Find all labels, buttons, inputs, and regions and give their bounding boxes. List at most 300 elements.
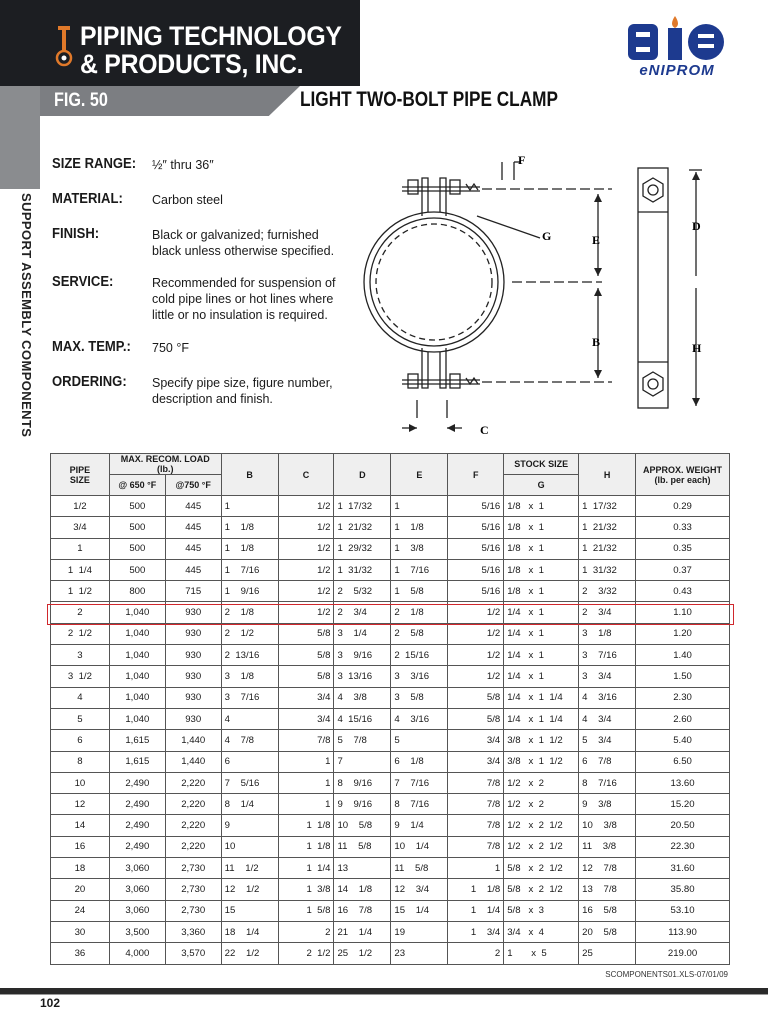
- table-row: [51, 794, 730, 815]
- spec-value: Recommended for suspension of cold pipe lines or hot lines where little or no insulation is required.: [152, 276, 336, 322]
- table-cell: 3,060: [109, 900, 165, 921]
- table-cell: 22.30: [636, 836, 730, 857]
- table-row: [51, 730, 730, 751]
- table-cell: 5 7/8: [334, 730, 391, 751]
- table-cell: 1 1/4: [448, 900, 504, 921]
- table-row: [51, 943, 730, 964]
- table-cell: 16: [51, 836, 110, 857]
- header-g: G: [504, 475, 579, 496]
- table-cell: 1 x 5: [504, 943, 579, 964]
- table-cell: 21 1/4: [334, 921, 391, 942]
- table-row: [51, 623, 730, 644]
- table-cell: 24: [51, 900, 110, 921]
- table-cell: 1/8 x 1: [504, 559, 579, 580]
- table-cell: 30: [51, 921, 110, 942]
- table-cell: 13: [334, 858, 391, 879]
- table-cell: 1: [448, 858, 504, 879]
- table-cell: 1: [51, 538, 110, 559]
- table-cell: 14 1/8: [334, 879, 391, 900]
- table-cell: 1 31/32: [334, 559, 391, 580]
- table-cell: 0.33: [636, 517, 730, 538]
- table-cell: 1/4 x 1 1/4: [504, 708, 579, 729]
- table-cell: 53.10: [636, 900, 730, 921]
- table-cell: 930: [165, 708, 221, 729]
- table-cell: 7/8: [448, 815, 504, 836]
- table-cell: 3 1/4: [334, 623, 391, 644]
- table-cell: 10: [221, 836, 278, 857]
- table-cell: 9 1/4: [391, 815, 448, 836]
- table-row: [51, 538, 730, 559]
- table-cell: 3/4: [278, 708, 334, 729]
- table-cell: 4 7/8: [221, 730, 278, 751]
- table-cell: 25 1/2: [334, 943, 391, 964]
- enipromlogo-text: eNIPROM: [639, 62, 715, 79]
- table-cell: 5: [51, 708, 110, 729]
- table-cell: 0.29: [636, 496, 730, 517]
- table-cell: 1/2: [448, 645, 504, 666]
- spec-value: Black or galvanized; furnished black unless otherwise specified.: [152, 228, 335, 258]
- table-row: [51, 559, 730, 580]
- table-cell: 1/4 x 1: [504, 645, 579, 666]
- table-cell: 1: [278, 772, 334, 793]
- page-number: 102: [40, 996, 61, 1010]
- table-cell: 1/4 x 1: [504, 602, 579, 623]
- spec-label: FINISH:: [52, 226, 100, 242]
- table-cell: 4: [51, 687, 110, 708]
- table-cell: 1/2: [278, 538, 334, 559]
- table-cell: 1.10: [636, 602, 730, 623]
- table-cell: 12 1/2: [221, 879, 278, 900]
- table-cell: 8 9/16: [334, 772, 391, 793]
- table-cell: 5/8 x 2 1/2: [504, 879, 579, 900]
- spec-label: MATERIAL:: [52, 191, 123, 207]
- table-cell: 4: [221, 708, 278, 729]
- table-cell: 1/2 x 2 1/2: [504, 815, 579, 836]
- table-cell: 15: [221, 900, 278, 921]
- table-cell: 1 31/32: [579, 559, 636, 580]
- table-cell: 6 1/8: [391, 751, 448, 772]
- table-cell: 25: [579, 943, 636, 964]
- spec-value: 750 °F: [152, 341, 189, 355]
- table-cell: 445: [165, 517, 221, 538]
- table-cell: 1,615: [109, 751, 165, 772]
- table-cell: 6: [51, 730, 110, 751]
- table-cell: 9 3/8: [579, 794, 636, 815]
- table-cell: 1/2: [448, 666, 504, 687]
- table-row: [51, 645, 730, 666]
- table-cell: 2: [278, 921, 334, 942]
- header-weight-line1: APPROX. WEIGHT: [643, 464, 723, 475]
- table-cell: 18 1/4: [221, 921, 278, 942]
- table-row: [51, 496, 730, 517]
- table-cell: 500: [109, 496, 165, 517]
- table-row: [51, 858, 730, 879]
- table-cell: 23: [391, 943, 448, 964]
- table-cell: 11 5/8: [334, 836, 391, 857]
- table-cell: 31.60: [636, 858, 730, 879]
- table-cell: 2,220: [165, 772, 221, 793]
- company-name-line1: PIPING TECHNOLOGY: [80, 21, 342, 51]
- table-cell: 1,040: [109, 666, 165, 687]
- table-cell: 445: [165, 496, 221, 517]
- table-cell: 1/2: [278, 496, 334, 517]
- table-cell: 3 7/16: [221, 687, 278, 708]
- table-cell: 930: [165, 623, 221, 644]
- table-cell: 1/2 x 2 1/2: [504, 836, 579, 857]
- table-cell: 1 21/32: [579, 517, 636, 538]
- header-pipe-size-line1: PIPE: [69, 464, 91, 475]
- table-cell: 3 5/8: [391, 687, 448, 708]
- table-cell: 12: [51, 794, 110, 815]
- table-cell: 1/8 x 1: [504, 581, 579, 602]
- table-cell: 5/8 x 2 1/2: [504, 858, 579, 879]
- table-cell: 2,490: [109, 836, 165, 857]
- table-row: [51, 687, 730, 708]
- table-cell: 219.00: [636, 943, 730, 964]
- table-cell: 4,000: [109, 943, 165, 964]
- header-h: H: [579, 454, 636, 496]
- table-cell: 1,040: [109, 708, 165, 729]
- table-cell: 6 7/8: [579, 751, 636, 772]
- spec-label: ORDERING:: [52, 374, 127, 390]
- dimension-table: [50, 453, 730, 965]
- table-cell: 1/2: [278, 559, 334, 580]
- table-cell: 11 1/2: [221, 858, 278, 879]
- header-weight-line2: (lb. per each): [654, 474, 711, 485]
- table-cell: 1 5/8: [278, 900, 334, 921]
- table-cell: 2 1/2: [51, 623, 110, 644]
- table-cell: 2 13/16: [221, 645, 278, 666]
- dim-label-e: E: [592, 233, 601, 247]
- table-cell: 1/2: [448, 602, 504, 623]
- table-cell: 2 3/4: [579, 602, 636, 623]
- table-cell: 2: [448, 943, 504, 964]
- table-cell: 1/2 x 2: [504, 772, 579, 793]
- table-cell: 1.20: [636, 623, 730, 644]
- table-cell: 1/4 x 1: [504, 666, 579, 687]
- table-row: [51, 751, 730, 772]
- table-cell: 3/4: [278, 687, 334, 708]
- table-cell: 445: [165, 559, 221, 580]
- header-750: @750 °F: [165, 475, 221, 496]
- table-cell: 1 17/32: [579, 496, 636, 517]
- table-cell: 0.37: [636, 559, 730, 580]
- table-cell: 5.40: [636, 730, 730, 751]
- table-cell: 8 1/4: [221, 794, 278, 815]
- table-cell: 1 21/32: [334, 517, 391, 538]
- table-cell: 5/16: [448, 559, 504, 580]
- table-cell: 1/4 x 1 1/4: [504, 687, 579, 708]
- table-cell: 3/8 x 1 1/2: [504, 751, 579, 772]
- side-tab-label: SUPPORT ASSEMBLY COMPONENTS: [19, 193, 34, 438]
- table-cell: 11 3/8: [579, 836, 636, 857]
- table-cell: 1 1/8: [448, 879, 504, 900]
- table-cell: 1,040: [109, 687, 165, 708]
- table-cell: 5/8: [448, 687, 504, 708]
- table-cell: 500: [109, 559, 165, 580]
- table-cell: 4 3/8: [334, 687, 391, 708]
- table-cell: 20: [51, 879, 110, 900]
- header-stock-size: STOCK SIZE: [504, 454, 579, 475]
- table-cell: 1/2: [51, 496, 110, 517]
- table-cell: 7: [334, 751, 391, 772]
- table-cell: 3/4: [448, 751, 504, 772]
- dim-label-c: C: [480, 423, 489, 437]
- table-cell: 1/8 x 1: [504, 538, 579, 559]
- header-c: C: [278, 454, 334, 496]
- table-cell: 2,220: [165, 836, 221, 857]
- table-cell: 16 7/8: [334, 900, 391, 921]
- table-cell: 2,730: [165, 858, 221, 879]
- table-cell: 1/8 x 1: [504, 496, 579, 517]
- table-cell: 3/4: [51, 517, 110, 538]
- table-cell: 1/4 x 1: [504, 623, 579, 644]
- table-row: [51, 815, 730, 836]
- pipe-clamp-drawing: [362, 150, 742, 440]
- highlighted-row-outline: [47, 604, 734, 625]
- table-cell: 5/8: [448, 708, 504, 729]
- table-cell: 2 5/8: [391, 623, 448, 644]
- table-cell: 3/4 x 4: [504, 921, 579, 942]
- table-cell: 22 1/2: [221, 943, 278, 964]
- table-cell: 500: [109, 517, 165, 538]
- table-cell: 3/8 x 1 1/2: [504, 730, 579, 751]
- table-body: [51, 496, 730, 965]
- table-cell: 500: [109, 538, 165, 559]
- table-cell: 1,040: [109, 645, 165, 666]
- table-cell: 2 3/32: [579, 581, 636, 602]
- table-cell: 5/8: [278, 645, 334, 666]
- table-cell: 9: [221, 815, 278, 836]
- table-cell: 5: [391, 730, 448, 751]
- spec-value: Specify pipe size, figure number, description and finish.: [152, 376, 333, 406]
- table-cell: 2,490: [109, 815, 165, 836]
- table-cell: 800: [109, 581, 165, 602]
- header-b: B: [221, 454, 278, 496]
- table-cell: 1/2: [278, 581, 334, 602]
- header-650: @ 650 °F: [109, 475, 165, 496]
- table-cell: 18: [51, 858, 110, 879]
- table-cell: 13 7/8: [579, 879, 636, 900]
- spec-label: SERVICE:: [52, 274, 114, 290]
- table-cell: 1 17/32: [334, 496, 391, 517]
- table-cell: 3 1/8: [221, 666, 278, 687]
- table-cell: 3 3/4: [579, 666, 636, 687]
- spec-value: ½″ thru 36″: [152, 158, 214, 172]
- valve-logo-icon: [54, 26, 74, 74]
- table-cell: 8 7/16: [579, 772, 636, 793]
- table-cell: 1/2 x 2: [504, 794, 579, 815]
- table-cell: 1,615: [109, 730, 165, 751]
- table-cell: 7/8: [448, 772, 504, 793]
- table-cell: 1,040: [109, 623, 165, 644]
- header-d: D: [334, 454, 391, 496]
- page-title: LIGHT TWO-BOLT PIPE CLAMP: [300, 88, 558, 111]
- table-cell: 0.35: [636, 538, 730, 559]
- table-cell: 3 9/16: [334, 645, 391, 666]
- table-cell: 3/4: [448, 730, 504, 751]
- figure-number: FIG. 50: [54, 90, 108, 111]
- table-cell: 12 3/4: [391, 879, 448, 900]
- footer-line: [0, 994, 768, 995]
- table-cell: 14: [51, 815, 110, 836]
- table-cell: 5/16: [448, 538, 504, 559]
- table-cell: 5/16: [448, 496, 504, 517]
- spec-value: Carbon steel: [152, 193, 223, 207]
- table-cell: 15 1/4: [391, 900, 448, 921]
- table-row: [51, 836, 730, 857]
- table-cell: 1 3/8: [391, 538, 448, 559]
- table-cell: 1: [221, 496, 278, 517]
- table-cell: 35.80: [636, 879, 730, 900]
- table-cell: 1 9/16: [221, 581, 278, 602]
- table-cell: 5/16: [448, 581, 504, 602]
- table-cell: 36: [51, 943, 110, 964]
- table-cell: 2 1/2: [278, 943, 334, 964]
- header-pipe-size: [51, 454, 110, 496]
- table-row: [51, 666, 730, 687]
- table-cell: 3 1/8: [579, 623, 636, 644]
- table-cell: 4 15/16: [334, 708, 391, 729]
- table-cell: 5 3/4: [579, 730, 636, 751]
- table-cell: 11 5/8: [391, 858, 448, 879]
- table-cell: 1 7/16: [391, 559, 448, 580]
- table-cell: 1 21/32: [579, 538, 636, 559]
- table-cell: 3,360: [165, 921, 221, 942]
- table-cell: 1,040: [109, 602, 165, 623]
- table-cell: 10: [51, 772, 110, 793]
- header-pipe-size-line2: SIZE: [69, 474, 90, 485]
- table-row: [51, 772, 730, 793]
- table-cell: 1/2: [278, 517, 334, 538]
- table-cell: 1 1/8: [278, 815, 334, 836]
- table-cell: 7 7/16: [391, 772, 448, 793]
- table-cell: 7/8: [278, 730, 334, 751]
- table-cell: 10 5/8: [334, 815, 391, 836]
- table-cell: 930: [165, 602, 221, 623]
- table-cell: 12 7/8: [579, 858, 636, 879]
- table-cell: 2.30: [636, 687, 730, 708]
- table-header-row-1: [51, 454, 730, 475]
- table-cell: 715: [165, 581, 221, 602]
- table-cell: 5/8: [278, 666, 334, 687]
- table-cell: 20 5/8: [579, 921, 636, 942]
- table-row: [51, 900, 730, 921]
- table-cell: 1 1/8: [221, 538, 278, 559]
- table-cell: 1: [278, 794, 334, 815]
- table-cell: 445: [165, 538, 221, 559]
- table-cell: 2.60: [636, 708, 730, 729]
- table-cell: 1 1/8: [278, 836, 334, 857]
- table-cell: 2,730: [165, 900, 221, 921]
- table-cell: 13.60: [636, 772, 730, 793]
- table-cell: 16 5/8: [579, 900, 636, 921]
- company-name-line2: & PRODUCTS, INC.: [80, 49, 304, 79]
- table-row: [51, 517, 730, 538]
- table-cell: 20.50: [636, 815, 730, 836]
- table-cell: 3,060: [109, 879, 165, 900]
- table-cell: 3 3/16: [391, 666, 448, 687]
- table-cell: 6: [221, 751, 278, 772]
- table-cell: 1/8 x 1: [504, 517, 579, 538]
- spec-label: MAX. TEMP.:: [52, 339, 131, 355]
- table-cell: 2,490: [109, 794, 165, 815]
- table-cell: 1/2: [278, 602, 334, 623]
- file-reference: SCOMPONENTS01.XLS-07/01/09: [605, 970, 728, 979]
- table-cell: 1 3/4: [448, 921, 504, 942]
- table-cell: 3: [51, 645, 110, 666]
- table-cell: 1 1/2: [51, 581, 110, 602]
- table-cell: 2 5/32: [334, 581, 391, 602]
- header-max-load: MAX. RECOM. LOAD (lb.): [109, 454, 221, 475]
- table-cell: 7 5/16: [221, 772, 278, 793]
- dim-label-d: D: [692, 219, 701, 233]
- dim-label-b: B: [592, 335, 601, 349]
- table-cell: 2,220: [165, 794, 221, 815]
- table-cell: 6.50: [636, 751, 730, 772]
- header-e: E: [391, 454, 448, 496]
- table-cell: 1 1/8: [391, 517, 448, 538]
- table-cell: 3,060: [109, 858, 165, 879]
- dim-label-h: H: [692, 341, 702, 355]
- table-cell: 4 3/16: [391, 708, 448, 729]
- table-cell: 1 5/8: [391, 581, 448, 602]
- table-cell: 10 3/8: [579, 815, 636, 836]
- table-cell: 2 1/8: [391, 602, 448, 623]
- table-cell: 5/8: [278, 623, 334, 644]
- table-cell: 7/8: [448, 794, 504, 815]
- table-cell: 1 3/8: [278, 879, 334, 900]
- table-cell: 1/2: [448, 623, 504, 644]
- table-cell: 930: [165, 645, 221, 666]
- table-cell: 1: [278, 751, 334, 772]
- table-cell: 8 7/16: [391, 794, 448, 815]
- table-cell: 3 13/16: [334, 666, 391, 687]
- table-cell: 1 1/4: [278, 858, 334, 879]
- table-cell: 5/16: [448, 517, 504, 538]
- spec-label: SIZE RANGE:: [52, 156, 137, 172]
- table-cell: 1.50: [636, 666, 730, 687]
- table-cell: 2 3/4: [334, 602, 391, 623]
- dim-label-f: F: [518, 153, 526, 167]
- table-cell: 19: [391, 921, 448, 942]
- table-cell: 1 29/32: [334, 538, 391, 559]
- table-row: [51, 581, 730, 602]
- table-cell: 3 1/2: [51, 666, 110, 687]
- table-cell: 3,570: [165, 943, 221, 964]
- table-cell: 15.20: [636, 794, 730, 815]
- table-cell: 113.90: [636, 921, 730, 942]
- table-cell: 1.40: [636, 645, 730, 666]
- table-cell: 2 1/2: [221, 623, 278, 644]
- table-cell: 1 1/4: [51, 559, 110, 580]
- table-cell: 2 1/8: [221, 602, 278, 623]
- table-cell: 2 15/16: [391, 645, 448, 666]
- table-cell: 2,490: [109, 772, 165, 793]
- table-cell: 3 7/16: [579, 645, 636, 666]
- company-name: [80, 22, 342, 78]
- dim-label-g: G: [542, 229, 552, 243]
- table-row: [51, 921, 730, 942]
- table-cell: 930: [165, 666, 221, 687]
- table-cell: 1,440: [165, 751, 221, 772]
- table-cell: 5/8 x 3: [504, 900, 579, 921]
- table-cell: 930: [165, 687, 221, 708]
- table-cell: 10 1/4: [391, 836, 448, 857]
- table-cell: 8: [51, 751, 110, 772]
- table-row: [51, 879, 730, 900]
- table-cell: 3,500: [109, 921, 165, 942]
